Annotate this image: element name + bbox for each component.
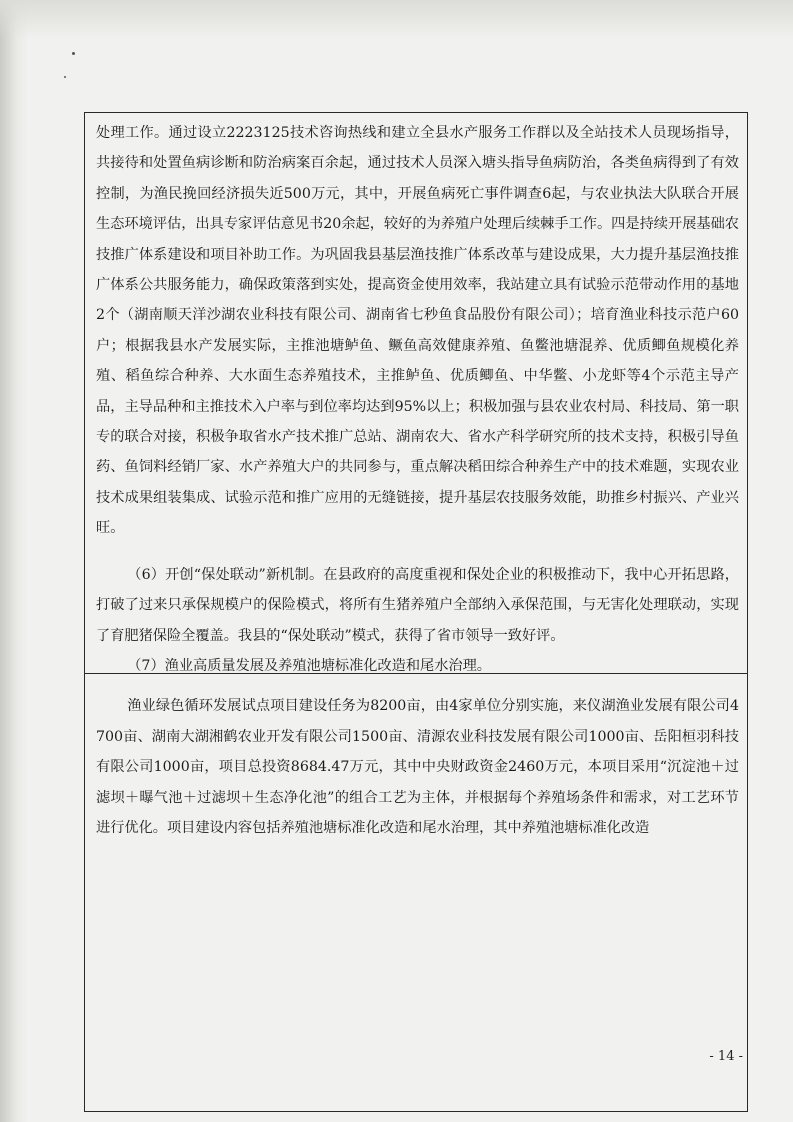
paragraph-work-handling: 处理工作。通过设立2223125技术咨询热线和建立全县水产服务工作群以及全站技术人员现场指导，共接待和处置鱼病诊断和防治病案百余起，通过技术人员深入塘头指导鱼病防治，各类鱼病得到了有效控制，为渔民挽回经济损失近500万元，其中，开展鱼病死亡事件调查6起，与农业执法大队联合开展生态环境评估，出具专家评估意见书20余起，较好的为养殖户处理后续棘手工作。四是持续开展基础农技推广体系建设和项目补助工作。为巩固我县基层渔技推广体系改革与建设成果，大力提升基层渔技推广体系公共服务能力，确保政策落到实处，提高资金使用效率，我站建立具有试验示范带动作用的基地2个（湖南顺天洋沙湖农业科技有限公司、湖南省七秒鱼食品股份有限公司）；培育渔业科技示范户60户；根据我县水产发展实际，主推池塘鲈鱼、鳜鱼高效健康养殖、鱼鳖池塘混养、优质鲫鱼规模化养殖、稻鱼综合种养、大水面生态养殖技术，主推鲈鱼、优质鲫鱼、中华鳖、小龙虾等4个示范主导产品，主导品种和主推技术入户率与到位率均达到95%以上；积极加强与县农业农村局、科技局、第一职专的联合对接，积极争取省水产技术推广总站、湖南农大、省水产科学研究所的技术支持，积极引导鱼药、鱼饲料经销厂家、水产养殖大户的共同参与，重点解决稻田综合种养生产中的技术难题，实现农业技术成果组装集成、试验示范和推广应用的无缝链接，提升基层农技服务效能，助推乡村振兴、产业兴旺。 [96,125,739,537]
page-number: - 14 - [709,1049,743,1064]
paragraph-insurance-linkage: （6）开创“保处联动”新机制。在县政府的高度重视和保处企业的积极推动下，我中心开拓思路，打破了过来只承保规模户的保险模式，将所有生猪养殖户全部纳入承保范围，与无害化处理联动，实现了育肥猪保险全覆盖。我县的“保处联动”模式，获得了省市领导一致好评。 [96,566,739,644]
paragraph-fishery-heading: （7）渔业高质量发展及养殖池塘标准化改造和尾水治理。 [127,657,491,674]
scan-speck [72,52,75,55]
document-body [96,118,739,843]
scan-shadow-left [0,0,28,1122]
paragraph-fishery-project: 渔业绿色循环发展试点项目建设任务为8200亩，由4家单位分别实施，来仪湖渔业发展有限公司4700亩、湖南大湖湘鹤农业开发有限公司1500亩、清源农业科技发展有限公司1000亩、岳阳桓羽科技有限公司1000亩，项目总投资8684.47万元，其中中央财政资金2460万元，本项目采用“沉淀池＋过滤坝＋曝气池＋过滤坝＋生态净化池”的组合工艺为主体，并根据每个养殖场条件和需求，对工艺环节进行优化。项目建设内容包括养殖池塘标准化改造和尾水治理，其中养殖池塘标准化改造 [96,698,739,836]
scan-shadow-top [0,0,793,40]
scan-speck [64,76,66,78]
